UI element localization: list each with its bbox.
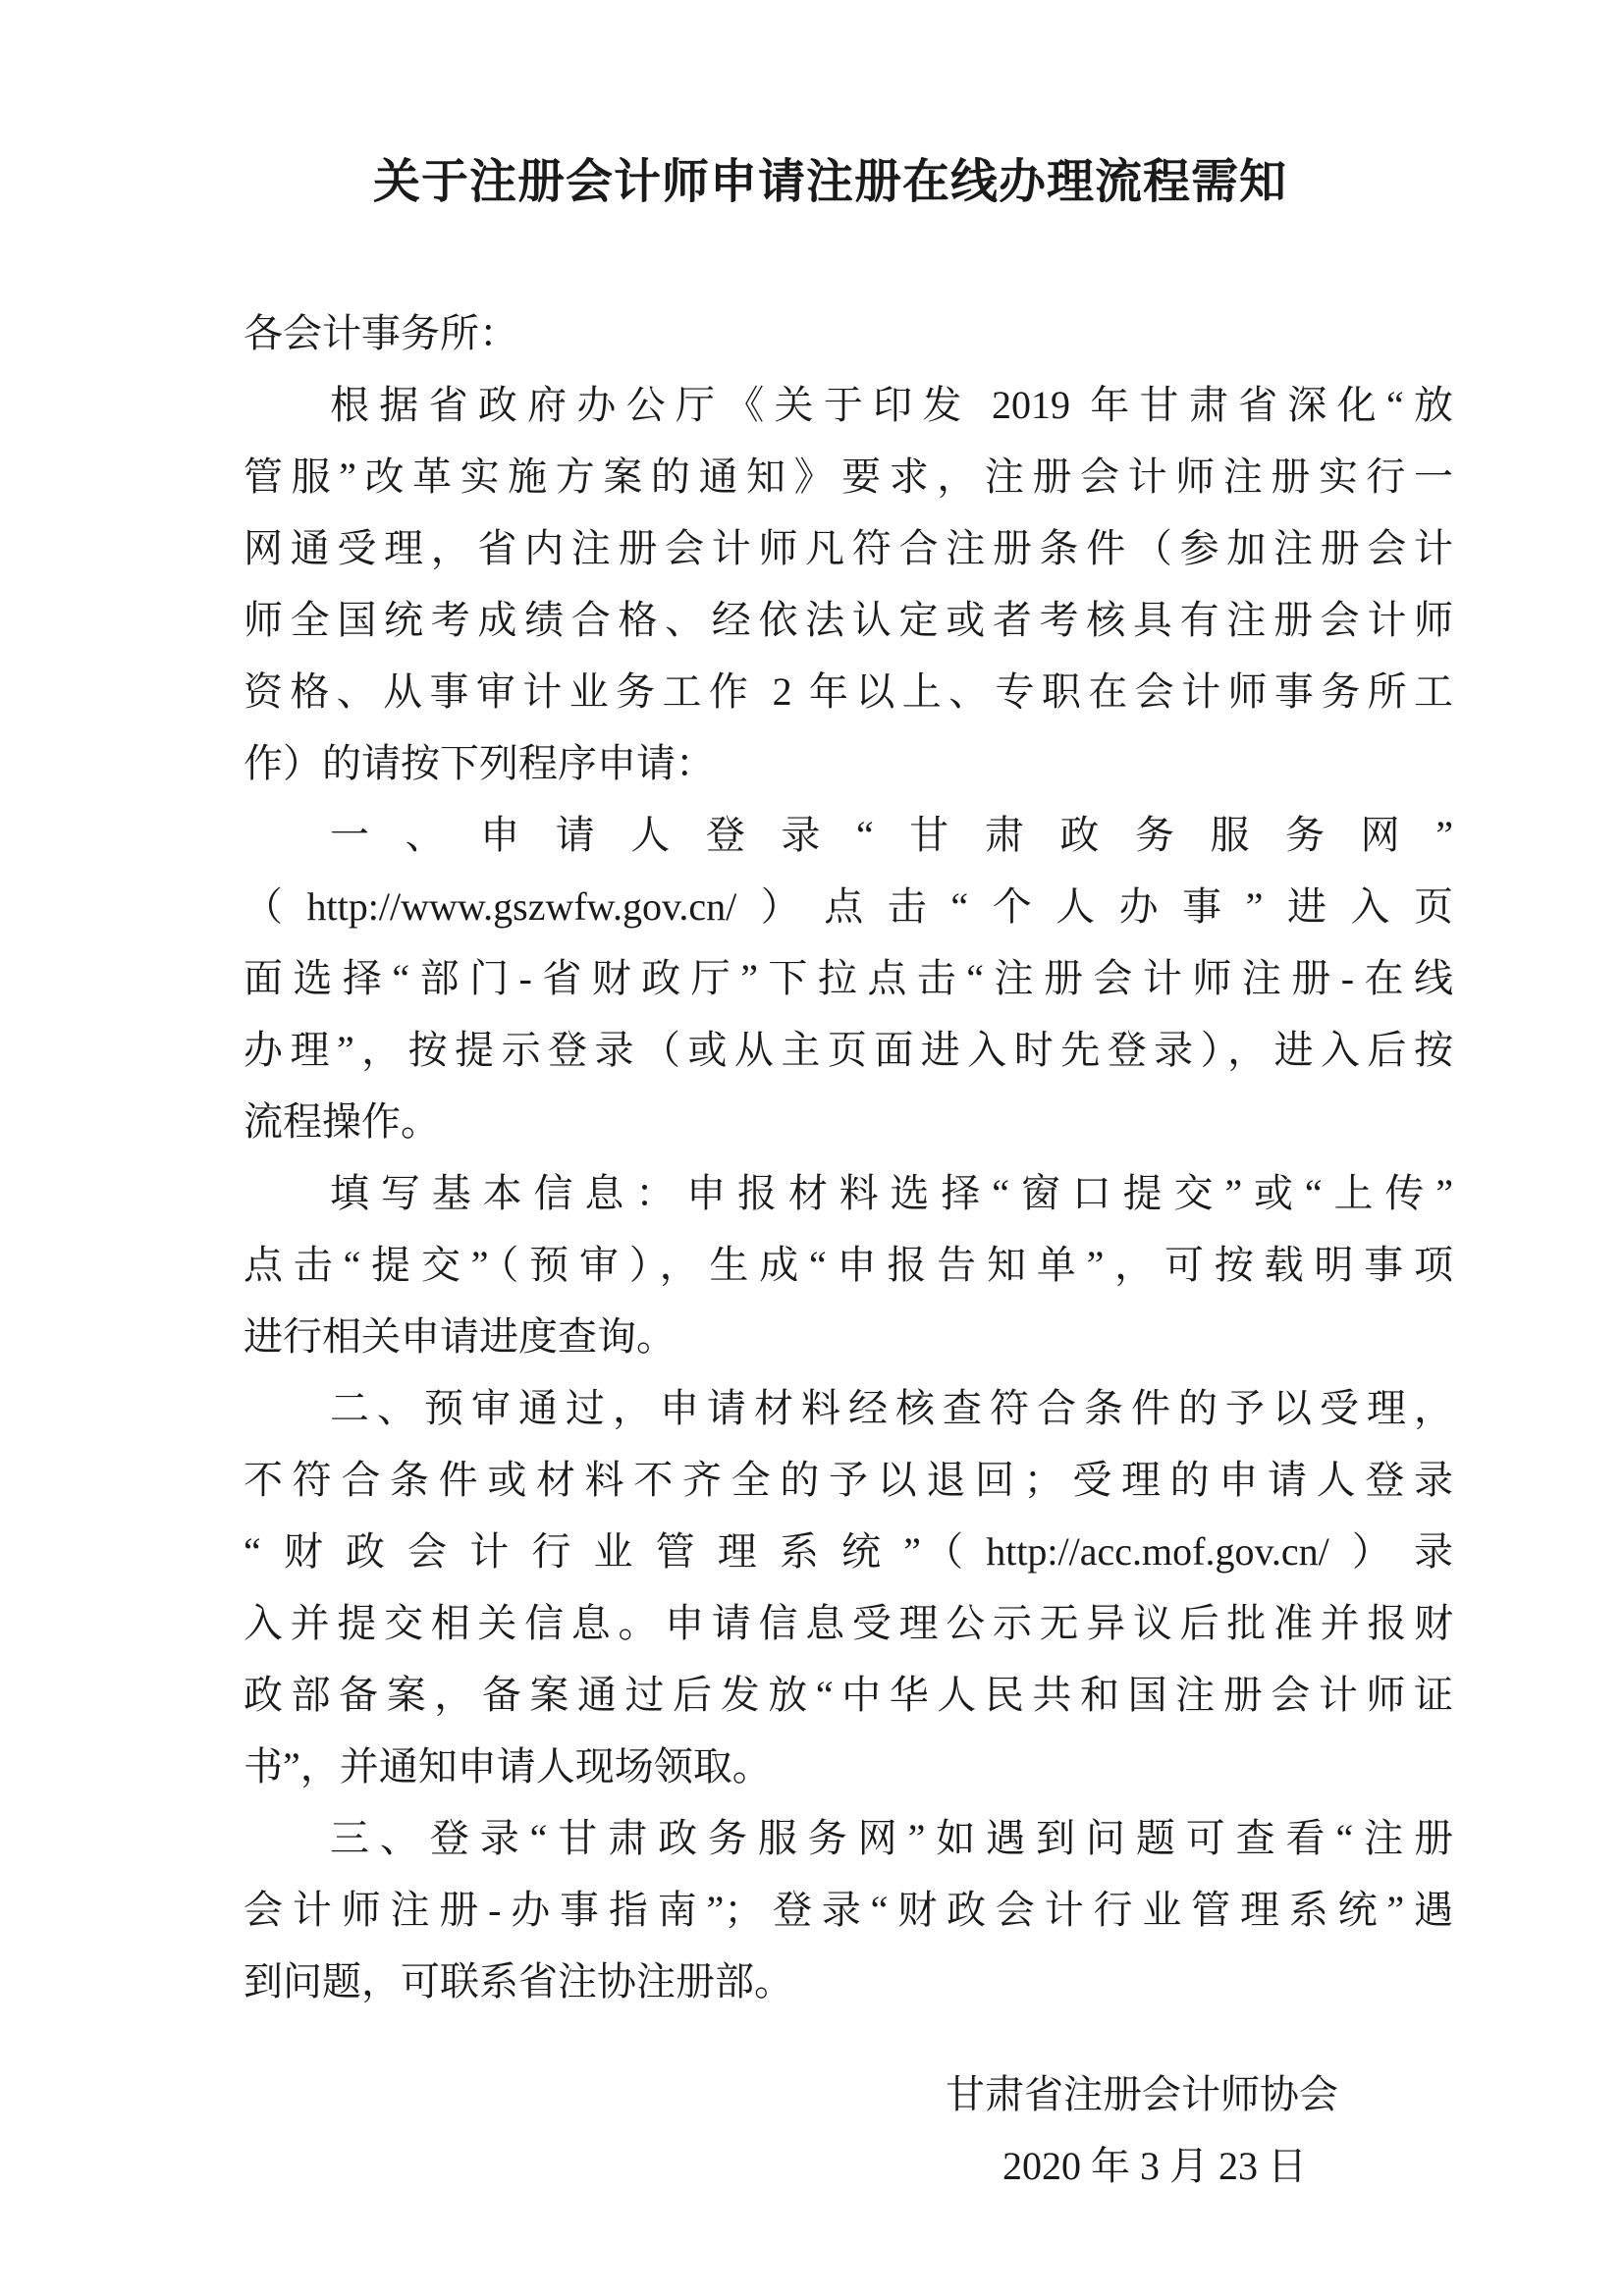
signature-organization: 甘肃省注册会计师协会 <box>946 2071 1338 2116</box>
body-line: “财政会计行业管理系统”（http://acc.mof.gov.cn/）录 <box>244 1528 1453 1574</box>
body-line: 面选择“部门-省财政厅”下拉点击“注册会计师注册-在线 <box>244 955 1453 1000</box>
body-line: 流程操作。 <box>244 1098 440 1144</box>
body-line: 会计师注册-办事指南”；登录“财政会计行业管理系统”遇 <box>244 1887 1453 1932</box>
body-line: 一、申请人登录“甘肃政务服务网” <box>330 812 1453 857</box>
body-line: 填写基本信息：申报材料选择“窗口提交”或“上传” <box>330 1170 1453 1215</box>
body-line: 书”，并通知申请人现场领取。 <box>244 1743 772 1789</box>
body-line: 不符合条件或材料不齐全的予以退回；受理的申请人登录 <box>244 1457 1453 1502</box>
body-line: 政部备案，备案通过后发放“中华人民共和国注册会计师证 <box>244 1672 1453 1717</box>
salutation-line: 各会计事务所： <box>244 310 518 355</box>
body-line: 进行相关申请进度查询。 <box>244 1313 676 1359</box>
signature-date: 2020 年 3 月 23 日 <box>1002 2143 1307 2188</box>
body-line: 三、登录“甘肃政务服务网”如遇到问题可查看“注册 <box>330 1815 1453 1860</box>
signature-block <box>244 2058 1453 2202</box>
document-body <box>244 297 1453 2017</box>
body-line: 管服”改革实施方案的通知》要求，注册会计师注册实行一 <box>244 454 1453 499</box>
body-line: 二、预审通过，申请材料经核查符合条件的予以受理， <box>330 1385 1453 1430</box>
body-line: 资格、从事审计业务工作 2 年以上、专职在会计师事务所工 <box>244 668 1453 714</box>
body-line: 师全国统考成绩合格、经依法认定或者考核具有注册会计师 <box>244 597 1453 642</box>
body-line: 根据省政府办公厅《关于印发 2019 年甘肃省深化“放 <box>330 382 1453 427</box>
document-title: 关于注册会计师申请注册在线办理流程需知 <box>372 156 1287 208</box>
body-line: 办理”，按提示登录（或从主页面进入时先登录），进入后按 <box>244 1027 1453 1072</box>
body-line: （http://www.gszwfw.gov.cn/）点击“个人办事”进入页 <box>244 883 1453 929</box>
body-line: 入并提交相关信息。申请信息受理公示无异议后批准并报财 <box>244 1600 1453 1645</box>
body-line: 到问题，可联系省注协注册部。 <box>244 1958 793 2003</box>
body-line: 网通受理，省内注册会计师凡符合注册条件（参加注册会计 <box>244 525 1453 570</box>
body-line: 点击“提交”（预审），生成“申报告知单”，可按载明事项 <box>244 1242 1453 1287</box>
body-line: 作）的请按下列程序申请： <box>244 740 715 785</box>
